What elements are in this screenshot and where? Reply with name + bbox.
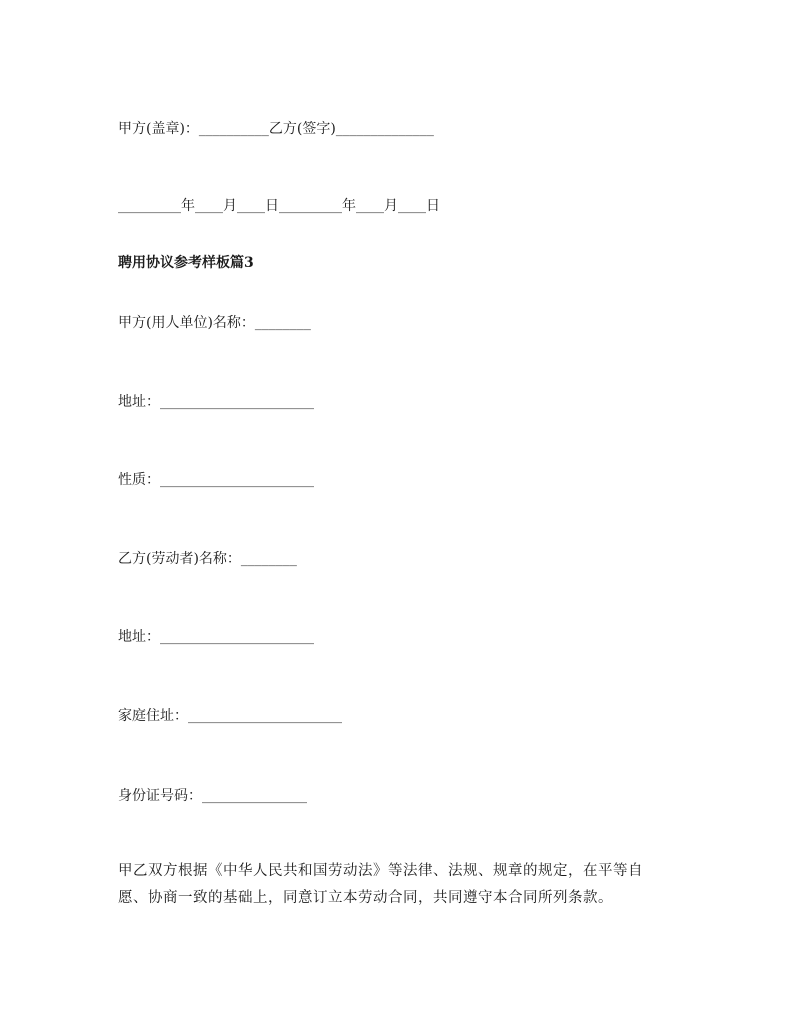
signature-line: 甲方(盖章)：__________乙方(签字)______________ — [118, 121, 434, 137]
party-a-address-field: 地址：______________________ — [118, 394, 314, 410]
party-a-nature-field: 性质：______________________ — [118, 472, 314, 488]
party-b-home-address-field: 家庭住址：______________________ — [118, 708, 342, 724]
intro-paragraph — [118, 858, 678, 912]
party-b-address-field: 地址：______________________ — [118, 629, 314, 645]
date-line: _________年____月____日_________年____月____日 — [118, 198, 440, 214]
party-b-id-number-field: 身份证号码：_______________ — [118, 788, 307, 804]
paragraph-line: 愿、协商一致的基础上，同意订立本劳动合同，共同遵守本合同所列条款。 — [118, 890, 613, 906]
paragraph-line: 甲乙双方根据《中华人民共和国劳动法》等法律、法规、规章的规定，在平等自 — [118, 863, 643, 879]
party-a-name-field: 甲方(用人单位)名称：________ — [118, 315, 311, 331]
section-title: 聘用协议参考样板篇3 — [118, 255, 254, 271]
party-b-name-field: 乙方(劳动者)名称：________ — [118, 551, 297, 567]
